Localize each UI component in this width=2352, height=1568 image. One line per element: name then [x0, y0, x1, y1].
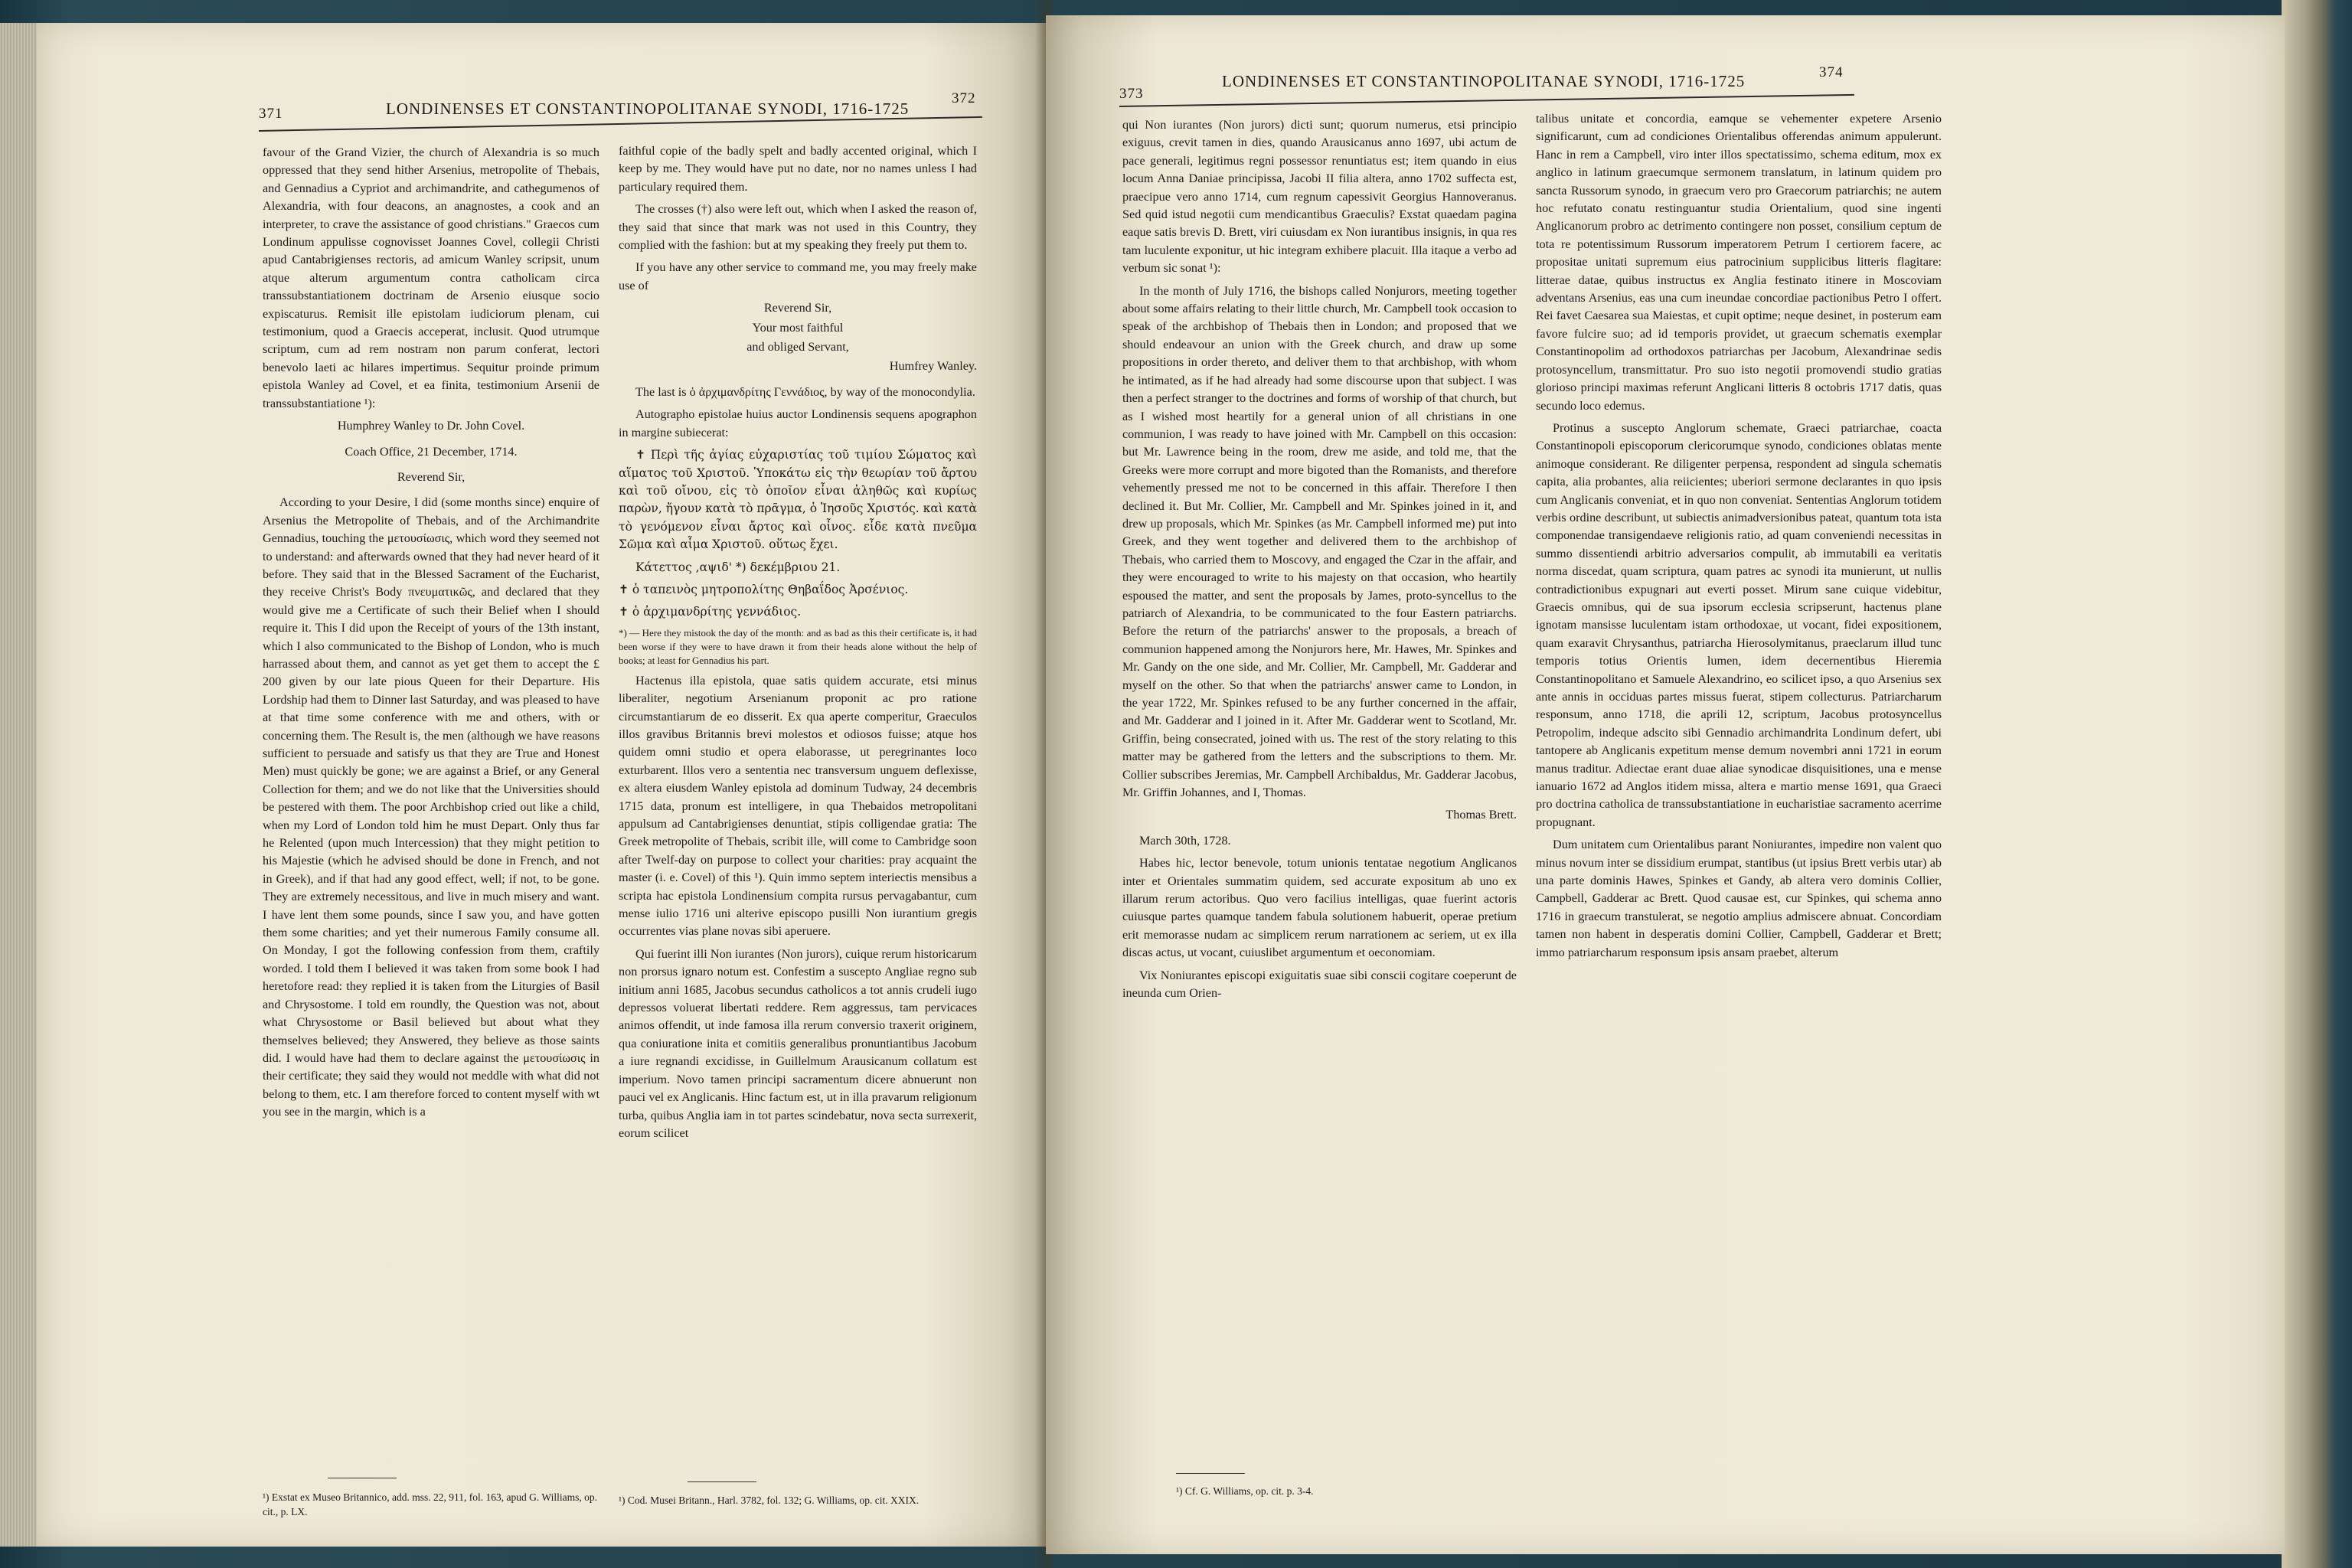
- paragraph: favour of the Grand Vizier, the church of Alexandria is so much oppressed that they send hither Arsenius, metropolite of Thebais, and Gennadius a Cypriot and archimandrite, and cathegumenos of Alexandria, with four deacons, an anagnostes, a cook and an interpreter, to crave the assistance of good christians." Graecos cum Londinum appulisse cognovisset Joannes Covel, collegii Christi apud Cantabrigienses rectoris, ad amicum Wanley scripsit, unum atque alterum argumentum contra catholicam circa transsubstantiationem doctrinam de Arsenio eiusque socio expiscaturus. Remisit ille epistolam iudiciorum plenam, cui testimonium, quod a Graecis acceperat, inclusit. Quod utrumque scriptum, cum ad rem nostram non parum conferat, lectori benevolo laeti ac hilares impertimus. Sequitur proinde primum epistola Wanley ad Covel, et ea finita, testimonium Arsenii de transsubstantiatione ¹):: [263, 145, 599, 410]
- paragraph: talibus unitate et concordia, eamque se vehementer expetere Arsenio significarunt, cum ad condiciones Orientalibus offerendas animum appulerunt. Hanc in rem a Campbell, viro inter illos spectatissimo, schema editum, mox ex anglico in latinum graecumque sermonem translatum, in latinum quidem pro sancta Russorum synodo, in graecum vero pro Graecorum patriarchis; ne autem hoc refutato conatu restinguantur studia Orientalium, quod sine ingenti Anglicanorum probro ac detrimento contingere non posset, consilium ceptum de tota re potentissimum Russorum imperatorem Petrum I certiorem facere, ac propositae unitati supremum eius patrocinium supplicibus litteris flagitare: litterae datae, quibus instructus ex Anglia festinato itinere in Moscoviam adventans Arsenius, eas una cum ineundae concordiae pactionibus Petro I offert. Rei favet Caesarea sua Maiestas, et cupit optime; neque desinet, in posterum eam favore fulcire suo; ad id temporis providet, ut graecum schematis exemplar Constantinopolim ad orthodoxos patriarchas per Jacobum, Alexandrinae sedis protosyncellum, transmittatur. Pro suo isto negotii promovendi studio gratias glorioso principi maximas referunt Anglicani litteris 8 octobris 1717 datis, quas secundo loco edemus.: [1536, 112, 1942, 413]
- footnote-rule: [1176, 1473, 1245, 1474]
- header-rule-right: [1119, 94, 1854, 107]
- paragraph: qui Non iurantes (Non jurors) dicti sunt; quorum numerus, etsi principio exiguus, crevit tamen in dies, quando Arausicanus anno 1697, ubi actum de pace generali, legitimus regni possessor renuntiatus est; item quando in eius locum Anna Daniae principissa, Jacobi II filia altera, anno 1702 suffecta est, praecipue vero anno 1714, cum regnum capessivit Georgius Hannoveranus. Sed quid istud negotii cum mendicantibus Graeculis? Exstat quaedam pagina eaque satis brevis D. Brett, viri cuiusdam ex Non iurantibus insignis, in qua res tam luculente exponitur, ut hic integram exhibere placuit. Illa itaque a verbo ad verbum sic sonat ¹):: [1122, 118, 1517, 276]
- paragraph: In the month of July 1716, the bishops called Nonjurors, meeting together about some affairs relating to their little church, Mr. Campbell took occasion to speak of the archbishop of Thebais then in London; and proposed that we should endeavour an union with the Greek church, and draw up some propositions in order thereto, and deliver them to that archbishop, with whom he intimated, as if he had already had some discourse upon that subject. I was then a perfect stranger to the doctrines and forms of worship of that church, but as I wished most heartily for a general union of all christians in one communion, I was ready to have joined with Mr. Campbell on this occasion: but Mr. Lawrence being in the room, drew me aside, and told me, that the Greeks were more corrupt and more bigoted than the Romanists, and therefore vehemently pressed me not to be concerned in this affair. Therefore I then declined it. But Mr. Collier, Mr. Campbell and Mr. Spinkes joined in it, and drew up proposals, which Mr. Spinkes (as Mr. Campbell informed me) put into Greek, and they went together and delivered them to the archbishop of Thebais, who carried them to Moscovy, and engaged the Czar in the affair, and they were encouraged to write to his majesty on that occasion, who heartily espoused the matter, and sent the proposals by James, proto-syncellus to the patriarch of Alexandria, to be communicated to the four Eastern patriarchs. Before the return of the patriarchs' answer to the proposals, a breach of communion happened among the Nonjurors here, Mr. Hawes, Mr. Spinkes and Mr. Gandy on the one side, and Mr. Collier, Mr. Campbell, Mr. Gadderar and myself on the other. So that when the patriarchs' answer came to London, in the year 1722, Mr. Spinkes refused to be any further concerned in the affair, and Mr. Gadderar and I joined in it. After Mr. Gadderar went to Scotland, Mr. Griffin, being consecrated, joined with us. The rest of the story relating to this matter may be gathered from the letters and the subscriptions to them. Mr. Collier subscribes Jeremias, Mr. Campbell Archibaldus, Mr. Gadderar Jacobus, Mr. Griffin Johannes, and I, Thomas.: [1122, 283, 1517, 800]
- paragraph: Qui fuerint illi Non iurantes (Non jurors), cuique rerum historicarum non prorsus ignaro notum est. Confestim a suscepto Angliae regno sub initium anni 1685, Jacobus secundus catholicos a tot annis crudeli iugo depressos voluerat libertati reddere. Rem aggressus, tam pervicaces animos offendit, ut inde famosa illa rerum conversio traxerit originem, qua coniuratione inita et comitiis generalibus pronuntiantibus Jacobum a iure regnandi excidisse, in Guillelmum Arausicanum collatum est imperium. Novo tamen principi sacramentum dicere abnuerunt non pauci vel ex Anglicanis. Hinc factum est, ut in illa pravarum religionum turba, quibus Anglia iam in tot partes scindebatur, nova secta surrexerit, eorum scilicet: [619, 946, 977, 1140]
- left-page: [37, 23, 1046, 1547]
- paragraph: Habes hic, lector benevole, totum unionis tentatae negotium Anglicanos inter et Orientales summatim quidem, sed accurate expositum ab uno ex illarum rerum actoribus. Quo vero facilius intelligas, quae fuerint actoris cuiusque partes quamque tandem fabula solutionem habuerit, operae pretium erit memorasse nudam ac simplicem rerum narrationem ac seriem, ut ex illa discas actus, ut vocant, cuiuslibet argumentum et oeconomiam.: [1122, 856, 1517, 960]
- right-column-1: [1122, 116, 1517, 1008]
- inline-note: *) — Here they mistook the day of the month: and as bad as this their certificate is, it had been worse if they were to have drawn it from their heads alone without the help of books; at least for Gennadius his part.: [619, 626, 977, 666]
- paragraph: The last is ὁ ἀρχιμανδρίτης Γεννάδιος, by way of the monocondylia.: [635, 384, 975, 399]
- footnote-right-col1: ¹) Cf. G. Williams, op. cit. p. 3-4.: [1176, 1485, 1314, 1497]
- right-page: [1046, 15, 2285, 1554]
- paragraph: The crosses (†) also were left out, which when I asked the reason of, they said that since that mark was not used in this Country, they complied with the fashion: but at my speaking they freely put them to.: [619, 202, 977, 253]
- letter-date: Coach Office, 21 December, 1714.: [345, 444, 518, 459]
- paragraph: Autographo epistolae huius auctor Londinensis sequens apographon in margine subiecerat:: [619, 407, 977, 439]
- page-number-374: 374: [1819, 64, 1844, 80]
- greek-date-line: Κάτεττος ,αψιδ' *) δεκέμβριου 21.: [635, 560, 841, 574]
- salutation: Reverend Sir,: [397, 469, 466, 484]
- left-page-edges: [0, 23, 38, 1547]
- closing-line: Your most faithful: [752, 320, 844, 335]
- paragraph: If you have any other service to command me, you may freely make use of: [619, 260, 977, 292]
- left-column-1: [263, 144, 599, 1126]
- paragraph: Dum unitatem cum Orientalibus parant Noniurantes, impedire non valent quo minus novum inter se dissidium erumpat, stantibus (ut ipsius Brett verbis utar) ab una parte dominis Hawes, Spinkes et Gandy, ab altera vero dominis Collier, Campbell, Gadderar ac Brett. Quod causae est, cur Spinkes, qui schema anno 1716 in graecum transtulerat, se negotio amplius admiscere abnuat. Concordiam tamen non habent in desperatis domini Collier, Campbell, Gadderar et Brett; immo patriarcharum responsum ipsis ansam praebet, alterum: [1536, 838, 1942, 959]
- running-title-right: LONDINENSES ET CONSTANTINOPOLITANAE SYNODI, 1716-1725: [1222, 72, 1746, 90]
- right-column-2: [1536, 110, 1942, 966]
- page-number-373: 373: [1119, 86, 1144, 102]
- greek-signature-gennadius: ✝ ὁ ἀρχιμανδρίτης γεννάδιος.: [619, 605, 802, 619]
- left-column-2: [619, 142, 977, 1147]
- right-page-header: [1046, 15, 2285, 102]
- footnote-left-col1: ¹) Exstat ex Museo Britannico, add. mss. 22, 911, fol. 163, apud G. Williams, op. cit., p. LX.: [263, 1491, 597, 1517]
- paragraph: Hactenus illa epistola, quae satis quidem accurate, etsi minus liberaliter, negotium Arsenianum proponit ac pro ratione circumstantiarum de eo disserit. Ex qua aperte comperitur, Graeculos illos gravibus Britannis brevi molestos et odiosos fuisse; atque hos quidem omni studio et opera elaborasse, ut peregrinantes loco exturbarent. Illos vero a sententia nec transversum unguem deflexisse, ex altera eiusdem Wanley epistola ad dominum Tudway, 24 decembris 1715 data, pronum est intelligere, in qua Thebaidos metropolitani appulsum ad Cantabrigienses denuntiat, stipis colligendae gratia: The Greek metropolite of Thebais, scribit ille, will come to Cambridge soon after Twelf-day on purpose to collect your charities: pray acquaint the master (i. e. Covel) of this ¹). Quin immo septem interiectis mensibus a scripta hac epistola Londinensium compita rursus pervagabantur, cum mense iulio 1716 uni alterive episcopo pusilli Non iurantium gregis occurrentes vias plane novas sibi aperuere.: [619, 673, 977, 939]
- footnote-left-col2: ¹) Cod. Musei Britann., Harl. 3782, fol. 132; G. Williams, op. cit. XXIX.: [619, 1494, 920, 1506]
- signature: Thomas Brett.: [1446, 808, 1517, 822]
- footnote-rule: [688, 1481, 756, 1482]
- closing-line: Reverend Sir,: [763, 301, 832, 315]
- page-number-372: 372: [952, 90, 976, 106]
- running-title-left: LONDINENSES ET CONSTANTINOPOLITANAE SYNODI, 1716-1725: [386, 100, 910, 118]
- greek-signature-arsenius: ✝ ὁ ταπεινὸς μητροπολίτης Θηβαΐδος Ἀρσένιος.: [619, 582, 909, 596]
- date-line: March 30th, 1728.: [1139, 833, 1231, 848]
- closing-line: and obliged Servant,: [746, 340, 849, 354]
- paragraph: faithful copie of the badly spelt and badly accented original, which I keep by me. They would have put no date, nor no names unless I had particulary required them.: [619, 144, 977, 194]
- paragraph: According to your Desire, I did (some months since) enquire of Arsenius the Metropolite of Thebais, and of the Archimandrite Gennadius, touching the μετουσίωσις, which word they seemed not to understand: and afterwards owned that they had never heard of it before. They said that in the Blessed Sacrament of the Eucharist, they receive Christ's Body πνευματικῶς, and declared that they would give me a Certificate of such their Belief when I should require it. This I did upon the Receipt of yours of the 13th instant, which I also communicated to the Bishop of London, who is much harrassed about them, and cannot as yet get them to accept the £ 200 given by our late pious Queen for their Departure. His Lordship had them to Dinner last Saturday, and was pleased to have at that time some conference with me and others, with or concerning them. The Result is, the men (although we have reasons sufficient to persuade and satisfy us that they are True and Honest Men) must quickly be gone; we are against a Brief, or any General Collection for them; and we do not like that the Universities should be pestered with them. The poor Archbishop cried out like a child, when my Lord of London told him he must Depart. Only thus far he Relented (upon much Intercession) that they might petition to his Majestie (which he advised should be done in French, and not in Greek), and if that had any good effect, well; if not, to be gone. They are extremely necessitous, and live in much misery and want. I have lent them some pounds, since I saw you, and have gotten them some charities; and yet their numerous Family consume all. On Monday, I got the following confession from them, craftily worded. I told them I believed it was taken from some book I had heretofore read: they replied it is taken from the Liturgies of Basil and Chrysostome. I told em roundly, the Question was not, about what Chrysostome or Basil believed but about what they themselves believed; they Answered, they believe as those saints did. I would have had them to declare against the μετουσίωσις in their certificate; they said they would not meddle with what did not belong to them, etc. I am therefore forced to content myself with wt you see in the margin, which is a: [263, 495, 599, 1119]
- paragraph: Protinus a suscepto Anglorum schemate, Graeci patriarchae, coacta Constantinopoli episcoporum clericorumque synodo, condiciones oblatas mente animoque considerant. Re diligenter perpensa, respondent ad singula schematis capita, alia probantes, alia reiicientes; uberiori sermone declarantes in quo ipsis cum Anglicanis conveniat, et in quo non conveniat. Sententias Anglorum totidem verbis ordine describunt, ut subiectis animadversionibus pateat, quantum tota ista componendae transigendaeve religionis ratio, ad quam conveniendi necessitas in summo dissentiendi arbitrio adversarios compulit, ab immutabili ea veritatis norma discedat, quam scriptura, quam patres ac synodi ita munierunt, ut nullis contradictionibus expugnari aut everti posset. Mirum sane cuique videbitur, Graecis omnibus, qui de sua ipsorum ecclesia scripserunt, hactenus plane ignotam mansisse luculentam istam orthodoxae, ut vocant, fidei expositionem, quam exaravit Chrysanthus, patriarcha Hierosolymitanus, praeclarum illud tunc temporis totius Orientis lumen, idem decernentibus Hieremia Constantinopolitano et Samuele Alexandrino, eo scilicet ipso, a quo Arsenius sex ante annis in occiduas partes missus fuerat, stipem collecturus. Patriarcharum responsum, anno 1718, die aprili 12, scriptum, Jacobus protosyncellus Petropolim, indeque adscito sibi Gennadio archimandrita Londinum defert, ubi tantopere ab Anglicanis expetitum mense demum novembri anni 1721 in eorum manus traditur. Adiectae erant duae aliae synodicae disquisitiones, una e mense ianuario 1672 ad Anglos itidem missa, altera e martio mense 1691, qua Graeci pro doctrina catholica de transsubstantiatione in eucharistiae sacramento acerrime propugnant.: [1536, 420, 1942, 829]
- right-page-edges: [2282, 0, 2352, 1568]
- page-number-371: 371: [259, 106, 283, 122]
- left-page-header: [37, 23, 1046, 122]
- signature: Humfrey Wanley.: [889, 359, 977, 374]
- greek-confession: ✝ Περὶ τῆς ἁγίας εὐχαριστίας τοῦ τιμίου Σώματος καὶ αἵματος τοῦ Χριστοῦ. Ὑποκάτω εἰς τὴν θεωρίαν τοῦ ἄρτου καὶ τοῦ οἴνου, εἰς τὸ ὁποῖον εἶναι ἀληθῶς καὶ κυρίως παρὼν, ἤγουν κατὰ τὸ πρᾶγμα, ὁ Ἰησοῦς Χριστός. καὶ κατὰ τὸ γενόμενον εἶναι ἄρτος καὶ οἶνος. εἶδε κατὰ πνεῦμα Σῶμα καὶ αἷμα Χριστοῦ. οὕτως ἔχει.: [619, 448, 977, 552]
- letter-heading: Humphrey Wanley to Dr. John Covel.: [337, 419, 525, 433]
- paragraph: Vix Noniurantes episcopi exiguitatis suae sibi conscii cogitare coeperunt de ineunda cum Orien-: [1122, 968, 1517, 1001]
